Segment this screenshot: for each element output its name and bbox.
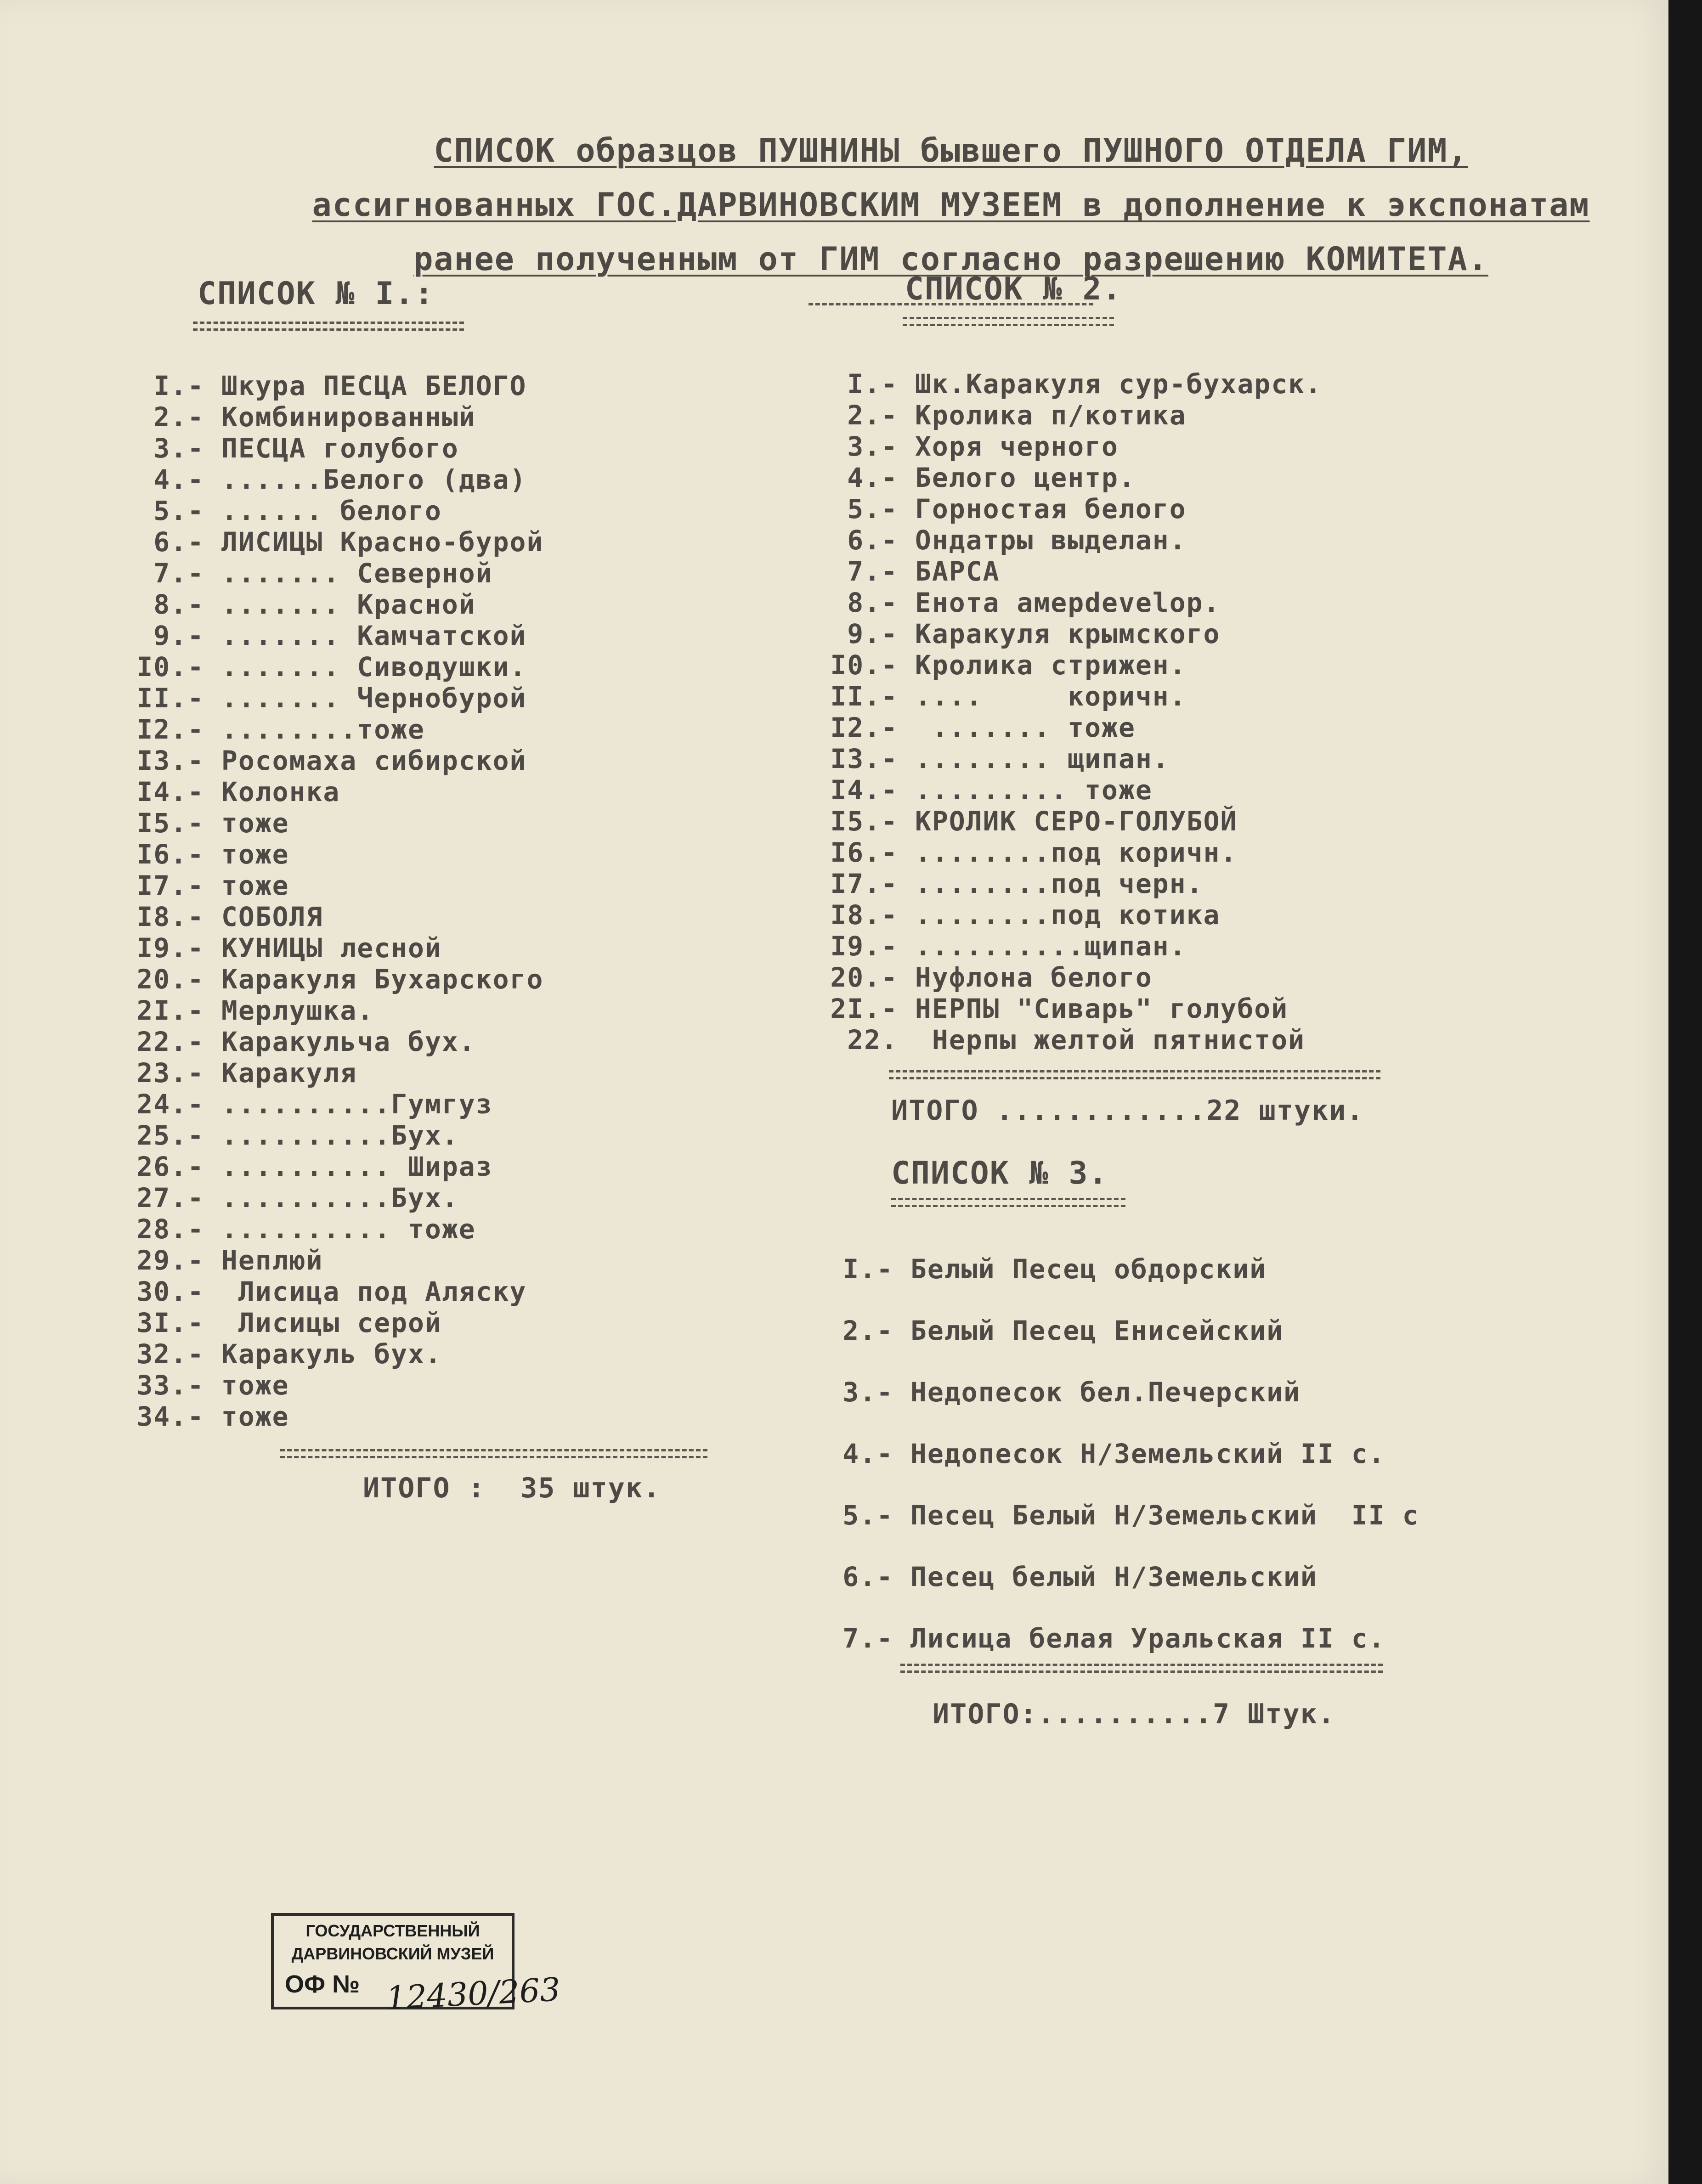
- list1-item: [124, 714, 543, 745]
- list2-item-number: 22.: [847, 1024, 898, 1055]
- list1-item-number: I9.-: [136, 932, 204, 964]
- list1-item: [124, 1307, 543, 1338]
- list1-item-number: I3.-: [136, 745, 204, 776]
- list2-item: [818, 681, 1322, 712]
- list2-item-number: 4.-: [847, 462, 898, 493]
- list3-item: [813, 1238, 1419, 1300]
- list1-item-text: Росомаха сибирской: [221, 745, 527, 776]
- list2-item: [818, 899, 1322, 931]
- list2-item: [818, 525, 1322, 556]
- list2-item-number: 8.-: [847, 587, 898, 618]
- list1-item: [124, 807, 543, 839]
- list1-item: [124, 589, 543, 620]
- list2-items: [818, 368, 1322, 1055]
- list1-item-text: КУНИЦЫ лесной: [221, 932, 442, 964]
- list3-item-text: Песец белый Н/Земельский: [910, 1561, 1317, 1592]
- list2-item-number: 5.-: [847, 493, 898, 525]
- list2-item: [818, 649, 1322, 681]
- list1-items: [124, 370, 543, 1432]
- list2-item: [818, 837, 1322, 868]
- list1-item-text: .......... Шираз: [221, 1151, 493, 1182]
- list1-item: [124, 870, 543, 901]
- list2-item-number: I3.-: [830, 743, 898, 774]
- list1-item: [124, 964, 543, 995]
- list2-item: [818, 556, 1322, 587]
- list1-item-number: I5.-: [136, 807, 204, 839]
- list3-item-number: I.-: [843, 1253, 893, 1285]
- list1-item: [124, 1401, 543, 1432]
- list3-item-text: Недопесок бел.Печерский: [910, 1377, 1301, 1408]
- list1-item-number: 6.-: [153, 526, 204, 558]
- list1-item-number: I4.-: [136, 776, 204, 807]
- list1-item-text: ........тоже: [221, 714, 425, 745]
- list1-item: [124, 651, 543, 683]
- list1-item-number: 3.-: [153, 433, 204, 464]
- list2-item: [818, 1024, 1322, 1055]
- list1-item: [124, 620, 543, 651]
- list3-item: [813, 1608, 1419, 1669]
- list1-separator: [280, 1449, 707, 1458]
- list1-item: [124, 1120, 543, 1151]
- list3-item-number: 4.-: [843, 1438, 893, 1469]
- stamp-line-1: ГОСУДАРСТВЕННЫЙ: [305, 1921, 480, 1940]
- list1-item-number: 8.-: [153, 589, 204, 620]
- list2-item-number: 2.-: [847, 400, 898, 431]
- list2-separator: [889, 1070, 1380, 1079]
- list1-total: ИТОГО : 35 штук.: [363, 1472, 661, 1504]
- header-line-3: ранее полученным от ГИМ согласно разрешению КОМИТЕТА.: [413, 240, 1488, 278]
- list3-item-number: 5.-: [843, 1500, 893, 1531]
- list1-item-number: 9.-: [153, 620, 204, 651]
- header-line-1: СПИСОК образцов ПУШНИНЫ бывшего ПУШНОГО ОТДЕЛА ГИМ,: [434, 132, 1468, 169]
- list2-item-number: I9.-: [830, 931, 898, 962]
- list3-separator: [900, 1664, 1383, 1673]
- list1-item-text: тоже: [221, 1370, 289, 1401]
- list3-total: ИТОГО:..........7 Штук.: [933, 1698, 1335, 1730]
- list3-item: [813, 1423, 1419, 1484]
- handwritten-inventory-number: 12430/263: [385, 1970, 561, 2017]
- list1-item-number: I6.-: [136, 839, 204, 870]
- list3-item-text: Белый Песец обдорский: [910, 1253, 1267, 1285]
- list2-item: [818, 931, 1322, 962]
- list3-item: [813, 1361, 1419, 1423]
- list1-item-text: СОБОЛЯ: [221, 901, 323, 932]
- list3-item-number: 6.-: [843, 1561, 893, 1592]
- list1-item-text: ....... Северной: [221, 558, 493, 589]
- list2-item: [818, 368, 1322, 400]
- list2-item: [818, 587, 1322, 618]
- list1-item-text: ЛИСИЦЫ Красно-бурой: [221, 526, 544, 558]
- list3-item-text: Песец Белый Н/Земельский II с: [910, 1500, 1419, 1531]
- list3-item-text: Недопесок Н/Земельский II с.: [910, 1438, 1385, 1469]
- list1-item-text: Комбинированный: [221, 401, 476, 433]
- list2-item: [818, 618, 1322, 649]
- list1-item: [124, 370, 543, 401]
- list1-item-number: 30.-: [136, 1276, 204, 1307]
- list3-item: [813, 1484, 1419, 1546]
- list2-item-text: Шк.Каракуля сур-бухарск.: [915, 368, 1322, 400]
- list2-item-number: 20.-: [830, 962, 898, 993]
- list2-item: [818, 806, 1322, 837]
- list2-total: ИТОГО ............22 штуки.: [891, 1095, 1364, 1127]
- list1-item-number: 29.-: [136, 1245, 204, 1276]
- list2-item-number: I.-: [847, 368, 898, 400]
- list1-item: [124, 776, 543, 807]
- list1-item-number: 2I.-: [136, 995, 204, 1026]
- list1-item-number: I.-: [153, 370, 204, 401]
- list1-item: [124, 995, 543, 1026]
- list2-item-text: Енота амерdevelop.: [915, 587, 1221, 618]
- list1-item-text: ....... Красной: [221, 589, 476, 620]
- list2-item-text: КРОЛИК СЕРО-ГОЛУБОЙ: [915, 806, 1238, 837]
- list2-item-text: БАРСА: [915, 556, 1000, 587]
- list1-item-text: ПЕСЦА голубого: [221, 433, 459, 464]
- list2-item-text: Каракуля крымского: [915, 618, 1221, 649]
- list1-item-text: тоже: [221, 870, 289, 901]
- list2-item-text: Кролика стрижен.: [915, 649, 1187, 681]
- list1-item-text: Лисица под Аляску: [221, 1276, 527, 1307]
- list1-item-text: Мерлушка.: [221, 995, 374, 1026]
- list1-item-text: .......... тоже: [221, 1213, 476, 1245]
- list2-item: [818, 962, 1322, 993]
- list2-item-text: НЕРПЫ "Сиварь" голубой: [915, 993, 1289, 1024]
- list1-item-text: тоже: [221, 807, 289, 839]
- list1-item: [124, 1026, 543, 1057]
- list1-item-number: 2.-: [153, 401, 204, 433]
- list2-item: [818, 431, 1322, 462]
- list1-item-text: ..........Гумгуз: [221, 1089, 493, 1120]
- list2-item: [818, 712, 1322, 743]
- list1-item: [124, 464, 543, 495]
- list1-item-number: 28.-: [136, 1213, 204, 1245]
- list2-item-text: Хоря черного: [915, 431, 1119, 462]
- list1-item-text: ....... Сиводушки.: [221, 651, 527, 683]
- stamp-line-2: ДАРВИНОВСКИЙ МУЗЕЙ: [291, 1944, 494, 1963]
- list1-item-number: 32.-: [136, 1338, 204, 1370]
- list1-item-number: 20.-: [136, 964, 204, 995]
- list1-item-number: I8.-: [136, 901, 204, 932]
- list1-item-text: Каракуля: [221, 1057, 357, 1089]
- stamp-line-3: ОФ №: [285, 1970, 360, 1998]
- list1-item: [124, 683, 543, 714]
- list1-item-number: I0.-: [136, 651, 204, 683]
- list2-item-text: ....... тоже: [915, 712, 1136, 743]
- list2-item-number: 9.-: [847, 618, 898, 649]
- list2-item-number: 7.-: [847, 556, 898, 587]
- list1-item-text: ....... Чернобурой: [221, 683, 527, 714]
- list2-item-number: 6.-: [847, 525, 898, 556]
- list2-title: СПИСОК № 2.: [905, 271, 1122, 307]
- list1-item: [124, 932, 543, 964]
- list1-item-text: ..........Бух.: [221, 1120, 459, 1151]
- list1-item-number: 25.-: [136, 1120, 204, 1151]
- list2-item: [818, 774, 1322, 806]
- list1-item-text: ..........Бух.: [221, 1182, 459, 1213]
- list1-item-number: 5.-: [153, 495, 204, 526]
- list3-title-rule: [891, 1198, 1125, 1207]
- list1-item-text: Неплюй: [221, 1245, 323, 1276]
- list1-item: [124, 1182, 543, 1213]
- list2-item-number: II.-: [830, 681, 898, 712]
- list2-item: [818, 400, 1322, 431]
- list1-item: [124, 526, 543, 558]
- list1-item: [124, 839, 543, 870]
- list1-item: [124, 1089, 543, 1120]
- list1-item-text: тоже: [221, 839, 289, 870]
- list3-item: [813, 1300, 1419, 1361]
- list2-item-number: I2.-: [830, 712, 898, 743]
- list2-item: [818, 868, 1322, 899]
- list2-item: [818, 993, 1322, 1024]
- list1-item-text: Каракуль бух.: [221, 1338, 442, 1370]
- list1-item-text: Каракульча бух.: [221, 1026, 476, 1057]
- list2-item-text: Ондатры выделан.: [915, 525, 1187, 556]
- list3-item-number: 7.-: [843, 1623, 893, 1654]
- list1-item: [124, 558, 543, 589]
- list1-item-number: II.-: [136, 683, 204, 714]
- list1-item-text: ....... Камчатской: [221, 620, 527, 651]
- list3-items: [813, 1238, 1419, 1669]
- list1-item: [124, 1338, 543, 1370]
- scan-background-edge: [1668, 0, 1702, 2184]
- list2-item-number: I5.-: [830, 806, 898, 837]
- list2-item-text: ........под коричн.: [915, 837, 1238, 868]
- list2-item-text: .... коричн.: [915, 681, 1187, 712]
- list3-item-text: Лисица белая Уральская II с.: [910, 1623, 1385, 1654]
- list2-item-number: 2I.-: [830, 993, 898, 1024]
- list1-title: СПИСОК № I.:: [198, 276, 435, 312]
- list1-item-text: Шкура ПЕСЦА БЕЛОГО: [221, 370, 527, 401]
- list2-item-text: Кролика п/котика: [915, 400, 1187, 431]
- list2-title-rule: [903, 317, 1114, 326]
- list1-item-number: 3I.-: [136, 1307, 204, 1338]
- list1-item-number: 4.-: [153, 464, 204, 495]
- list1-item-number: 24.-: [136, 1089, 204, 1120]
- list1-item-number: 22.-: [136, 1026, 204, 1057]
- list2-item: [818, 493, 1322, 525]
- list2-item-text: ........ щипан.: [915, 743, 1170, 774]
- list1-item-number: 23.-: [136, 1057, 204, 1089]
- list1-item-number: 33.-: [136, 1370, 204, 1401]
- list3-item-text: Белый Песец Енисейский: [910, 1315, 1284, 1346]
- list1-item-text: тоже: [221, 1401, 289, 1432]
- list1-item: [124, 1151, 543, 1182]
- list2-item-text: Нерпы желтой пятнистой: [915, 1024, 1306, 1055]
- list1-item: [124, 1370, 543, 1401]
- list2-item-text: ......... тоже: [915, 774, 1153, 806]
- list3-item-number: 2.-: [843, 1315, 893, 1346]
- list1-item: [124, 433, 543, 464]
- list1-title-rule: [193, 322, 464, 331]
- list3-title: СПИСОК № 3.: [891, 1155, 1108, 1191]
- list1-item: [124, 901, 543, 932]
- list2-item-number: I0.-: [830, 649, 898, 681]
- list1-item-number: I7.-: [136, 870, 204, 901]
- list2-item-text: Горностая белого: [915, 493, 1187, 525]
- list1-item-text: ...... белого: [221, 495, 442, 526]
- list2-item-text: Белого центр.: [915, 462, 1136, 493]
- list3-item: [813, 1546, 1419, 1608]
- list1-item-text: Лисицы серой: [221, 1307, 442, 1338]
- list1-item-number: I2.-: [136, 714, 204, 745]
- header-line-2: ассигнованных ГОС.ДАРВИНОВСКИМ МУЗЕЕМ в дополнение к экспонатам: [312, 186, 1590, 224]
- list1-item: [124, 401, 543, 433]
- list2-item-number: I7.-: [830, 868, 898, 899]
- list1-item: [124, 1213, 543, 1245]
- list2-item-number: I6.-: [830, 837, 898, 868]
- list1-item-text: Колонка: [221, 776, 340, 807]
- list1-item: [124, 495, 543, 526]
- list1-item-number: 27.-: [136, 1182, 204, 1213]
- list2-item-number: I4.-: [830, 774, 898, 806]
- list1-item: [124, 745, 543, 776]
- list2-item-text: ........под черн.: [915, 868, 1204, 899]
- list2-item-number: I8.-: [830, 899, 898, 931]
- list2-item: [818, 743, 1322, 774]
- list1-item-number: 34.-: [136, 1401, 204, 1432]
- list1-item-text: Каракуля Бухарского: [221, 964, 544, 995]
- list2-item: [818, 462, 1322, 493]
- list1-item: [124, 1057, 543, 1089]
- list3-item-number: 3.-: [843, 1377, 893, 1408]
- list2-item-number: 3.-: [847, 431, 898, 462]
- list1-item-text: ......Белого (два): [221, 464, 527, 495]
- list2-item-text: ..........щипан.: [915, 931, 1187, 962]
- list2-item-text: Нуфлона белого: [915, 962, 1153, 993]
- list1-item-number: 26.-: [136, 1151, 204, 1182]
- list1-item: [124, 1276, 543, 1307]
- list2-item-text: ........под котика: [915, 899, 1221, 931]
- list1-item-number: 7.-: [153, 558, 204, 589]
- list1-item: [124, 1245, 543, 1276]
